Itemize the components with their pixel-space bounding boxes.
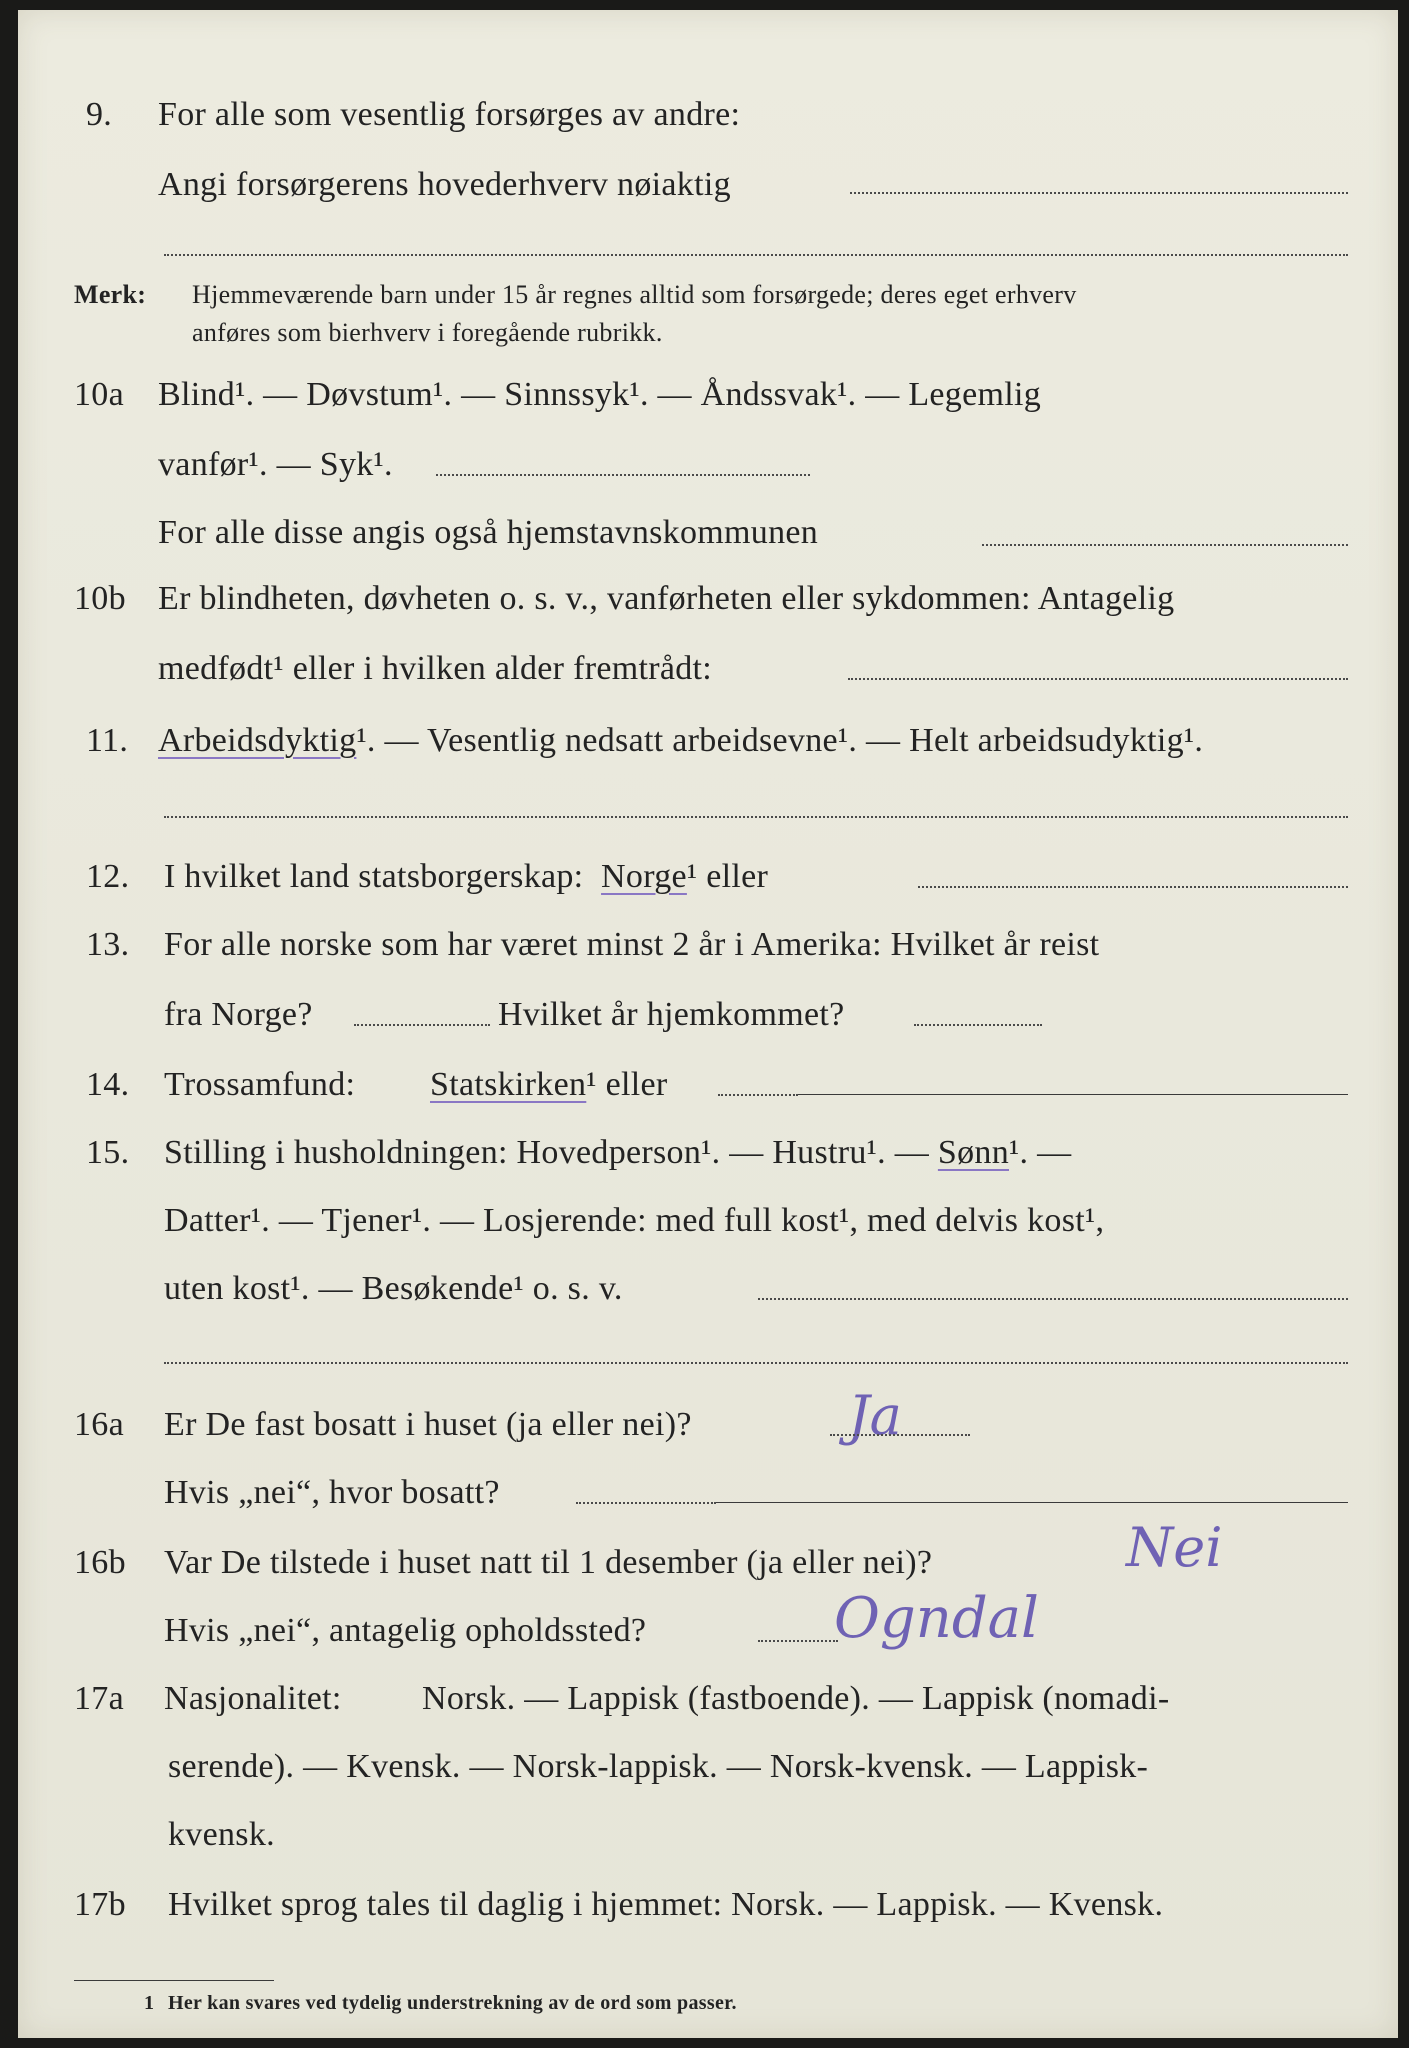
question-10a-answer-field[interactable] — [436, 474, 810, 476]
question-17a-prompt: Nasjonalitet: — [164, 1680, 342, 1717]
merk-text-2: anføres som bierhverv i foregående rubrikk. — [192, 318, 663, 347]
question-12-number: 12. — [86, 858, 130, 895]
question-13-year-returned-field[interactable] — [914, 1024, 1042, 1026]
question-14-option-statskirken[interactable]: Statskirken — [430, 1066, 587, 1103]
question-10a-text: Blind¹. — Døvstum¹. — Sinnssyk¹. — Åndssvak¹. — Legemlig — [158, 376, 1042, 413]
question-16b-text-2: Hvis „nei“, antagelig opholdssted? — [164, 1612, 647, 1649]
question-9-text: For alle som vesentlig forsørges av andre: — [158, 96, 741, 133]
question-12-option-norge[interactable]: Norge — [601, 858, 687, 895]
footnote-text: Her kan svares ved tydelig understrekning av de ord som passer. — [168, 1992, 737, 2014]
question-9-answer-field[interactable] — [850, 192, 1348, 194]
question-17a-text — [422, 1680, 1169, 1718]
question-9-prompt: Angi forsørgerens hovederhverv nøiaktig — [158, 166, 731, 203]
question-16a-handwritten-answer: Ja — [848, 1384, 902, 1447]
question-12-answer-field[interactable] — [918, 886, 1348, 888]
question-15-answer-field[interactable] — [758, 1298, 1348, 1300]
question-16a-residence-field[interactable] — [716, 1502, 1348, 1503]
question-12-prompt: I hvilket land statsborgerskap: — [164, 858, 584, 895]
merk-text: Hjemmeværende barn under 15 år regnes alltid som forsørgede; deres eget erhverv — [192, 280, 1077, 309]
question-16b-whereabouts-field-dotted[interactable] — [758, 1640, 838, 1642]
question-14-text — [430, 1066, 668, 1104]
footnote-mark: 1 — [144, 1992, 155, 2014]
question-17a-option-norsk[interactable]: Norsk. — [422, 1680, 516, 1717]
question-16a-number: 16a — [74, 1406, 124, 1443]
question-15-text-2: Datter¹. — Tjener¹. — Losjerende: med full kost¹, med delvis kost¹, — [164, 1202, 1105, 1239]
question-16a-answer-field[interactable] — [830, 1434, 970, 1436]
question-12-post: ¹ eller — [686, 858, 769, 895]
question-16b-number: 16b — [74, 1544, 126, 1581]
question-16a-residence-field-dotted[interactable] — [576, 1502, 716, 1504]
question-10a-hometown-field[interactable] — [982, 544, 1348, 546]
question-10b-text-2: medfødt¹ eller i hvilken alder fremtrådt: — [158, 650, 713, 687]
question-10a-text-3: For alle disse angis også hjemstavnskommunen — [158, 514, 819, 551]
question-17a-text-2: serende). — Kvensk. — Norsk-lappisk. — Norsk-kvensk. — Lappisk- — [168, 1748, 1149, 1785]
footnote-divider — [74, 1980, 274, 1981]
question-14-post: ¹ eller — [586, 1066, 668, 1103]
question-16a-text-2: Hvis „nei“, hvor bosatt? — [164, 1474, 500, 1511]
question-14-prompt: Trossamfund: — [164, 1066, 356, 1103]
question-15-answer-field-2[interactable] — [164, 1362, 1348, 1364]
question-15-text-3: uten kost¹. — Besøkende¹ o. s. v. — [164, 1270, 623, 1307]
question-14-answer-field[interactable] — [798, 1094, 1348, 1095]
question-13-year-left-field[interactable] — [354, 1024, 490, 1026]
question-11-number: 11. — [86, 722, 129, 759]
census-form-page — [18, 10, 1398, 2038]
question-11-text — [158, 722, 1203, 760]
question-17b-number: 17b — [74, 1886, 126, 1923]
question-11-option-arbeidsdyktig[interactable]: Arbeidsdyktig — [158, 722, 357, 759]
question-15-option-sonn[interactable]: Sønn — [937, 1134, 1009, 1171]
question-16b-handwritten-place: Ogndal — [834, 1586, 1039, 1651]
question-10a-number: 10a — [74, 376, 124, 413]
question-11-answer-field[interactable] — [164, 816, 1348, 818]
question-13-text: For alle norske som har været minst 2 år i Amerika: Hvilket år reist — [164, 926, 1100, 963]
question-15-prompt: Stilling i husholdningen: Hovedperson¹. — Hustru¹. — — [164, 1134, 930, 1171]
question-13-number: 13. — [86, 926, 130, 963]
question-17a-rest: — Lappisk (fastboende). — Lappisk (nomadi- — [524, 1680, 1170, 1717]
question-15-post: ¹. — — [1009, 1134, 1072, 1171]
question-15-text — [164, 1134, 1071, 1172]
question-12-text — [164, 858, 768, 896]
question-10a-text-2: vanfør¹. — Syk¹. — [158, 446, 393, 483]
question-9-number: 9. — [86, 96, 113, 133]
question-10b-answer-field[interactable] — [848, 678, 1348, 680]
question-17a-text-3: kvensk. — [168, 1816, 275, 1853]
question-16a-text: Er De fast bosatt i huset (ja eller nei)? — [164, 1406, 692, 1443]
question-14-number: 14. — [86, 1066, 130, 1103]
question-11-rest: ¹. — Vesentlig nedsatt arbeidsevne¹. — Helt arbeidsudyktig¹. — [356, 722, 1204, 759]
question-17b-text: Hvilket sprog tales til daglig i hjemmet: Norsk. — Lappisk. — Kvensk. — [168, 1886, 1164, 1923]
question-13-prompt-b: Hvilket år hjemkommet? — [498, 996, 845, 1033]
question-10b-text: Er blindheten, døvheten o. s. v., vanførheten eller sykdommen: Antagelig — [158, 580, 1175, 617]
merk-label: Merk: — [74, 280, 147, 309]
question-16b-handwritten-answer: Nei — [1126, 1516, 1223, 1579]
question-14-answer-field-dotted[interactable] — [718, 1094, 798, 1096]
question-9-answer-field-2[interactable] — [164, 254, 1348, 256]
question-10b-number: 10b — [74, 580, 126, 617]
question-15-number: 15. — [86, 1134, 130, 1171]
question-16b-text: Var De tilstede i huset natt til 1 desember (ja eller nei)? — [164, 1544, 933, 1581]
question-17a-number: 17a — [74, 1680, 124, 1717]
question-13-prompt-a: fra Norge? — [164, 996, 313, 1033]
